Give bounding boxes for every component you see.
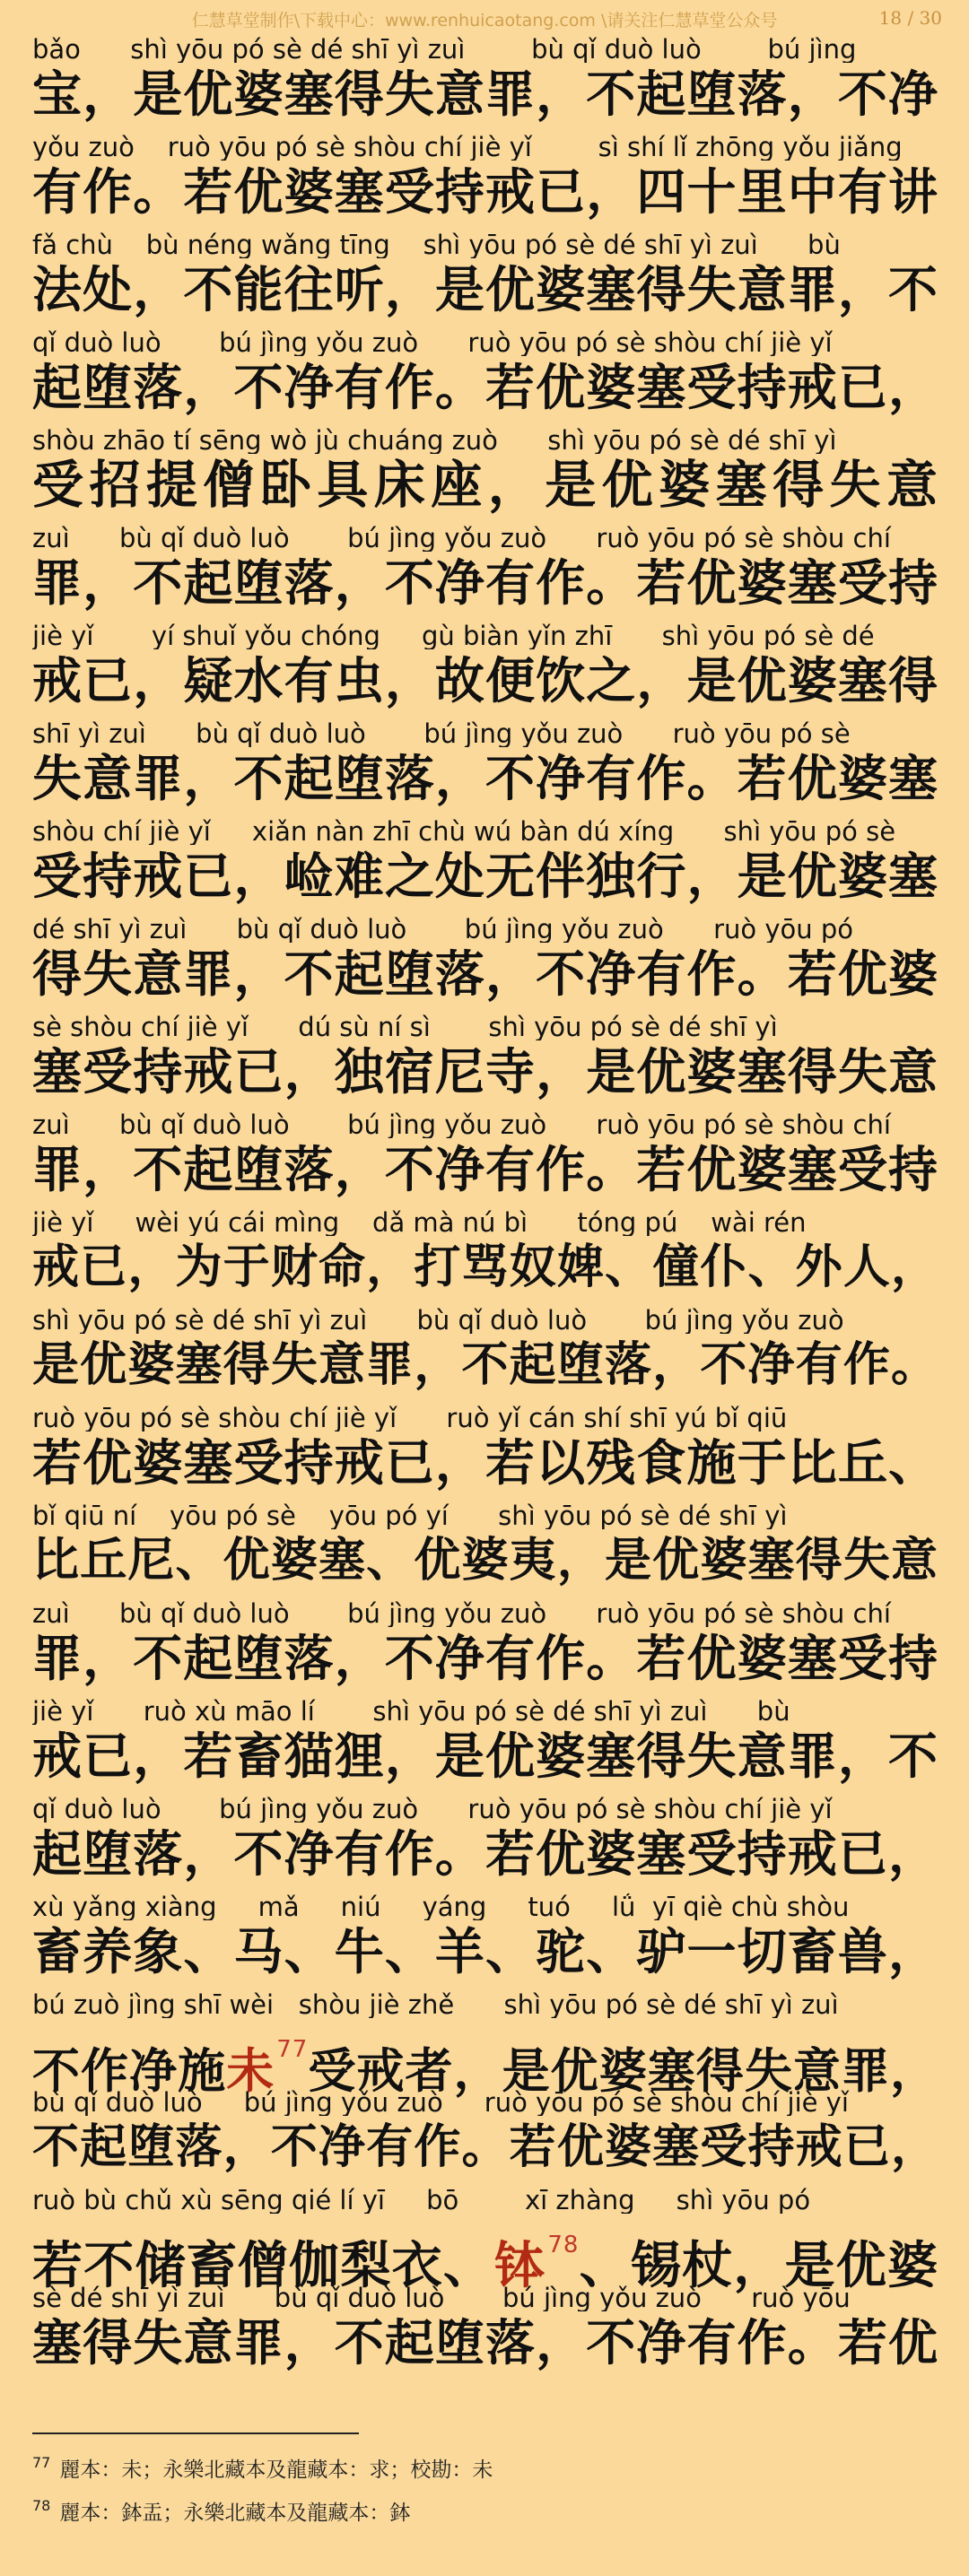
pinyin-annotation: zuì bù qǐ duò luò bú jìng yǒu zuò ruò yōu pó sè shòu chí [32, 1600, 891, 1627]
scripture-text [32, 36, 938, 2382]
pinyin-annotation: ruò yōu pó sè shòu chí jiè yǐ ruò yǐ cán shí shī yú bǐ qiū [32, 1405, 788, 1432]
pinyin-annotation: shòu chí jiè yǐ xiǎn nàn zhī chù wú bàn dú xíng shì yōu pó sè [32, 818, 896, 845]
pinyin-annotation: jiè yǐ yí shuǐ yǒu chóng gù biàn yǐn zhī shì yōu pó sè dé [32, 622, 875, 649]
hanzi-segment: 受戒者，是优婆塞得失意罪， [308, 2044, 939, 2099]
text-line [32, 2089, 938, 2187]
text-line [32, 1014, 938, 1111]
hanzi-text: 比丘尼、优婆塞、优婆夷，是优婆塞得失意 [32, 1534, 938, 1588]
hanzi-text: 受持戒已，崄难之处无伴独行，是优婆塞 [32, 848, 938, 905]
hanzi-segment: 不作净施 [32, 2044, 227, 2099]
text-line [32, 1307, 938, 1405]
hanzi-text: 起堕落，不净有作。若优婆塞受持戒已， [32, 359, 938, 416]
footnote-text: 麗本：鉢盂；永樂北藏本及龍藏本：鉢 [59, 2502, 411, 2525]
pinyin-annotation: bǎo shì yōu pó sè dé shī yì zuì bù qǐ duò luò bú jìng [32, 36, 857, 63]
pinyin-annotation: jiè yǐ wèi yú cái mìng dǎ mà nú bì tóng pú wài rén [32, 1209, 807, 1236]
text-line [32, 622, 938, 720]
text-line [32, 1502, 938, 1600]
hanzi-text [32, 2018, 939, 2099]
text-line [32, 916, 938, 1014]
hanzi-text: 塞得失意罪，不起堕落，不净有作。若优 [32, 2314, 938, 2371]
hanzi-text [32, 2214, 939, 2295]
text-line [32, 1209, 938, 1307]
text-line [32, 134, 938, 231]
hanzi-text: 有作。若优婆塞受持戒已，四十里中有讲 [32, 163, 938, 221]
hanzi-text: 戒已，若畜猫狸，是优婆塞得失意罪，不 [32, 1727, 938, 1785]
pinyin-annotation: bǐ qiū ní yōu pó sè yōu pó yí shì yōu pó sè dé shī yì [32, 1502, 788, 1529]
pinyin-annotation: ruò bù chǔ xù sēng qié lí yī bō xī zhàng shì yōu pó [32, 2187, 811, 2214]
pinyin-annotation: shī yì zuì bù qǐ duò luò bú jìng yǒu zuò ruò yōu pó sè [32, 720, 851, 747]
pinyin-annotation: qǐ duò luò bú jìng yǒu zuò ruò yōu pó sè shòu chí jiè yǐ [32, 1796, 833, 1823]
footnote-divider [32, 2432, 359, 2434]
hanzi-text: 罪，不起堕落，不净有作。若优婆塞受持 [32, 1141, 938, 1198]
hanzi-text: 若优婆塞受持戒已，若以残食施于比丘、 [32, 1434, 938, 1492]
footnote [32, 2488, 938, 2531]
footnote-reference[interactable]: 78 [547, 2232, 580, 2258]
pinyin-annotation: yǒu zuò ruò yōu pó sè shòu chí jiè yǐ sì shí lǐ zhōng yǒu jiǎng [32, 134, 903, 161]
text-line [32, 1991, 939, 2099]
hanzi-text: 失意罪，不起堕落，不净有作。若优婆塞 [32, 750, 938, 807]
pinyin-annotation: bù qǐ duò luò bú jìng yǒu zuò ruò yōu pó sè shòu chí jiè yǐ [32, 2089, 849, 2116]
text-line [32, 1111, 938, 1209]
pinyin-annotation: sè dé shī yì zuì bù qǐ duò luò bú jìng yǒu zuò ruò yōu [32, 2284, 851, 2311]
page-header [0, 0, 969, 39]
footnote-reference[interactable]: 77 [276, 2036, 309, 2063]
pinyin-annotation: zuì bù qǐ duò luò bú jìng yǒu zuò ruò yōu pó sè shòu chí [32, 525, 891, 552]
text-line [32, 2187, 939, 2295]
variant-character: 未 [226, 2044, 275, 2099]
pinyin-annotation: dé shī yì zuì bù qǐ duò luò bú jìng yǒu zuò ruò yōu pó [32, 916, 853, 943]
hanzi-text: 法处，不能往听，是优婆塞得失意罪，不 [32, 261, 938, 318]
pinyin-annotation: sè shòu chí jiè yǐ dú sù ní sì shì yōu pó sè dé shī yì [32, 1014, 778, 1040]
text-line [32, 427, 938, 525]
hanzi-text: 受招提僧卧具床座，是优婆塞得失意 [32, 456, 938, 515]
pinyin-annotation: zuì bù qǐ duò luò bú jìng yǒu zuò ruò yōu pó sè shòu chí [32, 1111, 891, 1138]
pinyin-annotation: shòu zhāo tí sēng wò jù chuáng zuò shì yōu pó sè dé shī yì [32, 427, 837, 454]
text-line [32, 525, 938, 622]
hanzi-segment: 、锡杖，是优婆 [579, 2237, 939, 2295]
text-line [32, 1405, 938, 1502]
pinyin-annotation: qǐ duò luò bú jìng yǒu zuò ruò yōu pó sè shòu chí jiè yǐ [32, 329, 833, 356]
text-line [32, 36, 938, 134]
pinyin-annotation: fǎ chù bù néng wǎng tīng shì yōu pó sè dé shī yì zuì bù [32, 231, 841, 258]
hanzi-text: 塞受持戒已，独宿尼寺，是优婆塞得失意 [32, 1043, 938, 1101]
text-line [32, 1698, 938, 1796]
pinyin-annotation: bú zuò jìng shī wèi shòu jiè zhě shì yōu pó sè dé shī yì zuì [32, 1991, 839, 2018]
text-line [32, 1893, 938, 1991]
hanzi-text: 起堕落，不净有作。若优婆塞受持戒已， [32, 1825, 938, 1883]
page-indicator: 18 / 30 [878, 7, 942, 29]
hanzi-text: 罪，不起堕落，不净有作。若优婆塞受持 [32, 1630, 938, 1687]
footnote-number: 78 [32, 2497, 51, 2514]
footnote-text: 麗本：未；永樂北藏本及龍藏本：求；校勘：未 [59, 2459, 493, 2482]
text-line [32, 720, 938, 818]
text-line [32, 329, 938, 427]
footnote-number: 77 [32, 2454, 51, 2471]
hanzi-text: 畜养象、马、牛、羊、驼、驴一切畜兽， [32, 1923, 938, 1980]
pinyin-annotation: jiè yǐ ruò xù māo lí shì yōu pó sè dé shī yì zuì bù [32, 1698, 790, 1725]
hanzi-text: 不起堕落，不净有作。若优婆塞受持戒已， [32, 2120, 938, 2174]
hanzi-text: 得失意罪，不起堕落，不净有作。若优婆 [32, 945, 938, 1003]
text-line [32, 1600, 938, 1698]
pinyin-annotation: shì yōu pó sè dé shī yì zuì bù qǐ duò luò bú jìng yǒu zuò [32, 1307, 844, 1334]
hanzi-text: 罪，不起堕落，不净有作。若优婆塞受持 [32, 554, 938, 612]
text-line [32, 1796, 938, 1893]
site-banner: 仁慧草堂制作\下载中心：www.renhuicaotang.com \请关注仁慧草堂公众号 [191, 11, 778, 30]
variant-character: 钵 [494, 2237, 546, 2295]
text-line [32, 231, 938, 329]
footnotes [32, 2432, 938, 2531]
hanzi-text: 宝，是优婆塞得失意罪，不起堕落，不净 [32, 65, 938, 123]
text-line [32, 2284, 938, 2382]
pinyin-annotation: xù yǎng xiàng mǎ niú yáng tuó lǘ yī qiè chù shòu [32, 1893, 850, 1920]
footnote [32, 2445, 938, 2488]
hanzi-text: 是优婆塞得失意罪，不起堕落，不净有作。 [32, 1338, 938, 1392]
hanzi-text: 戒已，为于财命，打骂奴婢、僮仆、外人， [32, 1240, 938, 1294]
hanzi-segment: 若不储畜僧伽梨衣、 [32, 2237, 495, 2295]
text-line [32, 818, 938, 916]
hanzi-text: 戒已，疑水有虫，故便饮之，是优婆塞得 [32, 652, 938, 709]
